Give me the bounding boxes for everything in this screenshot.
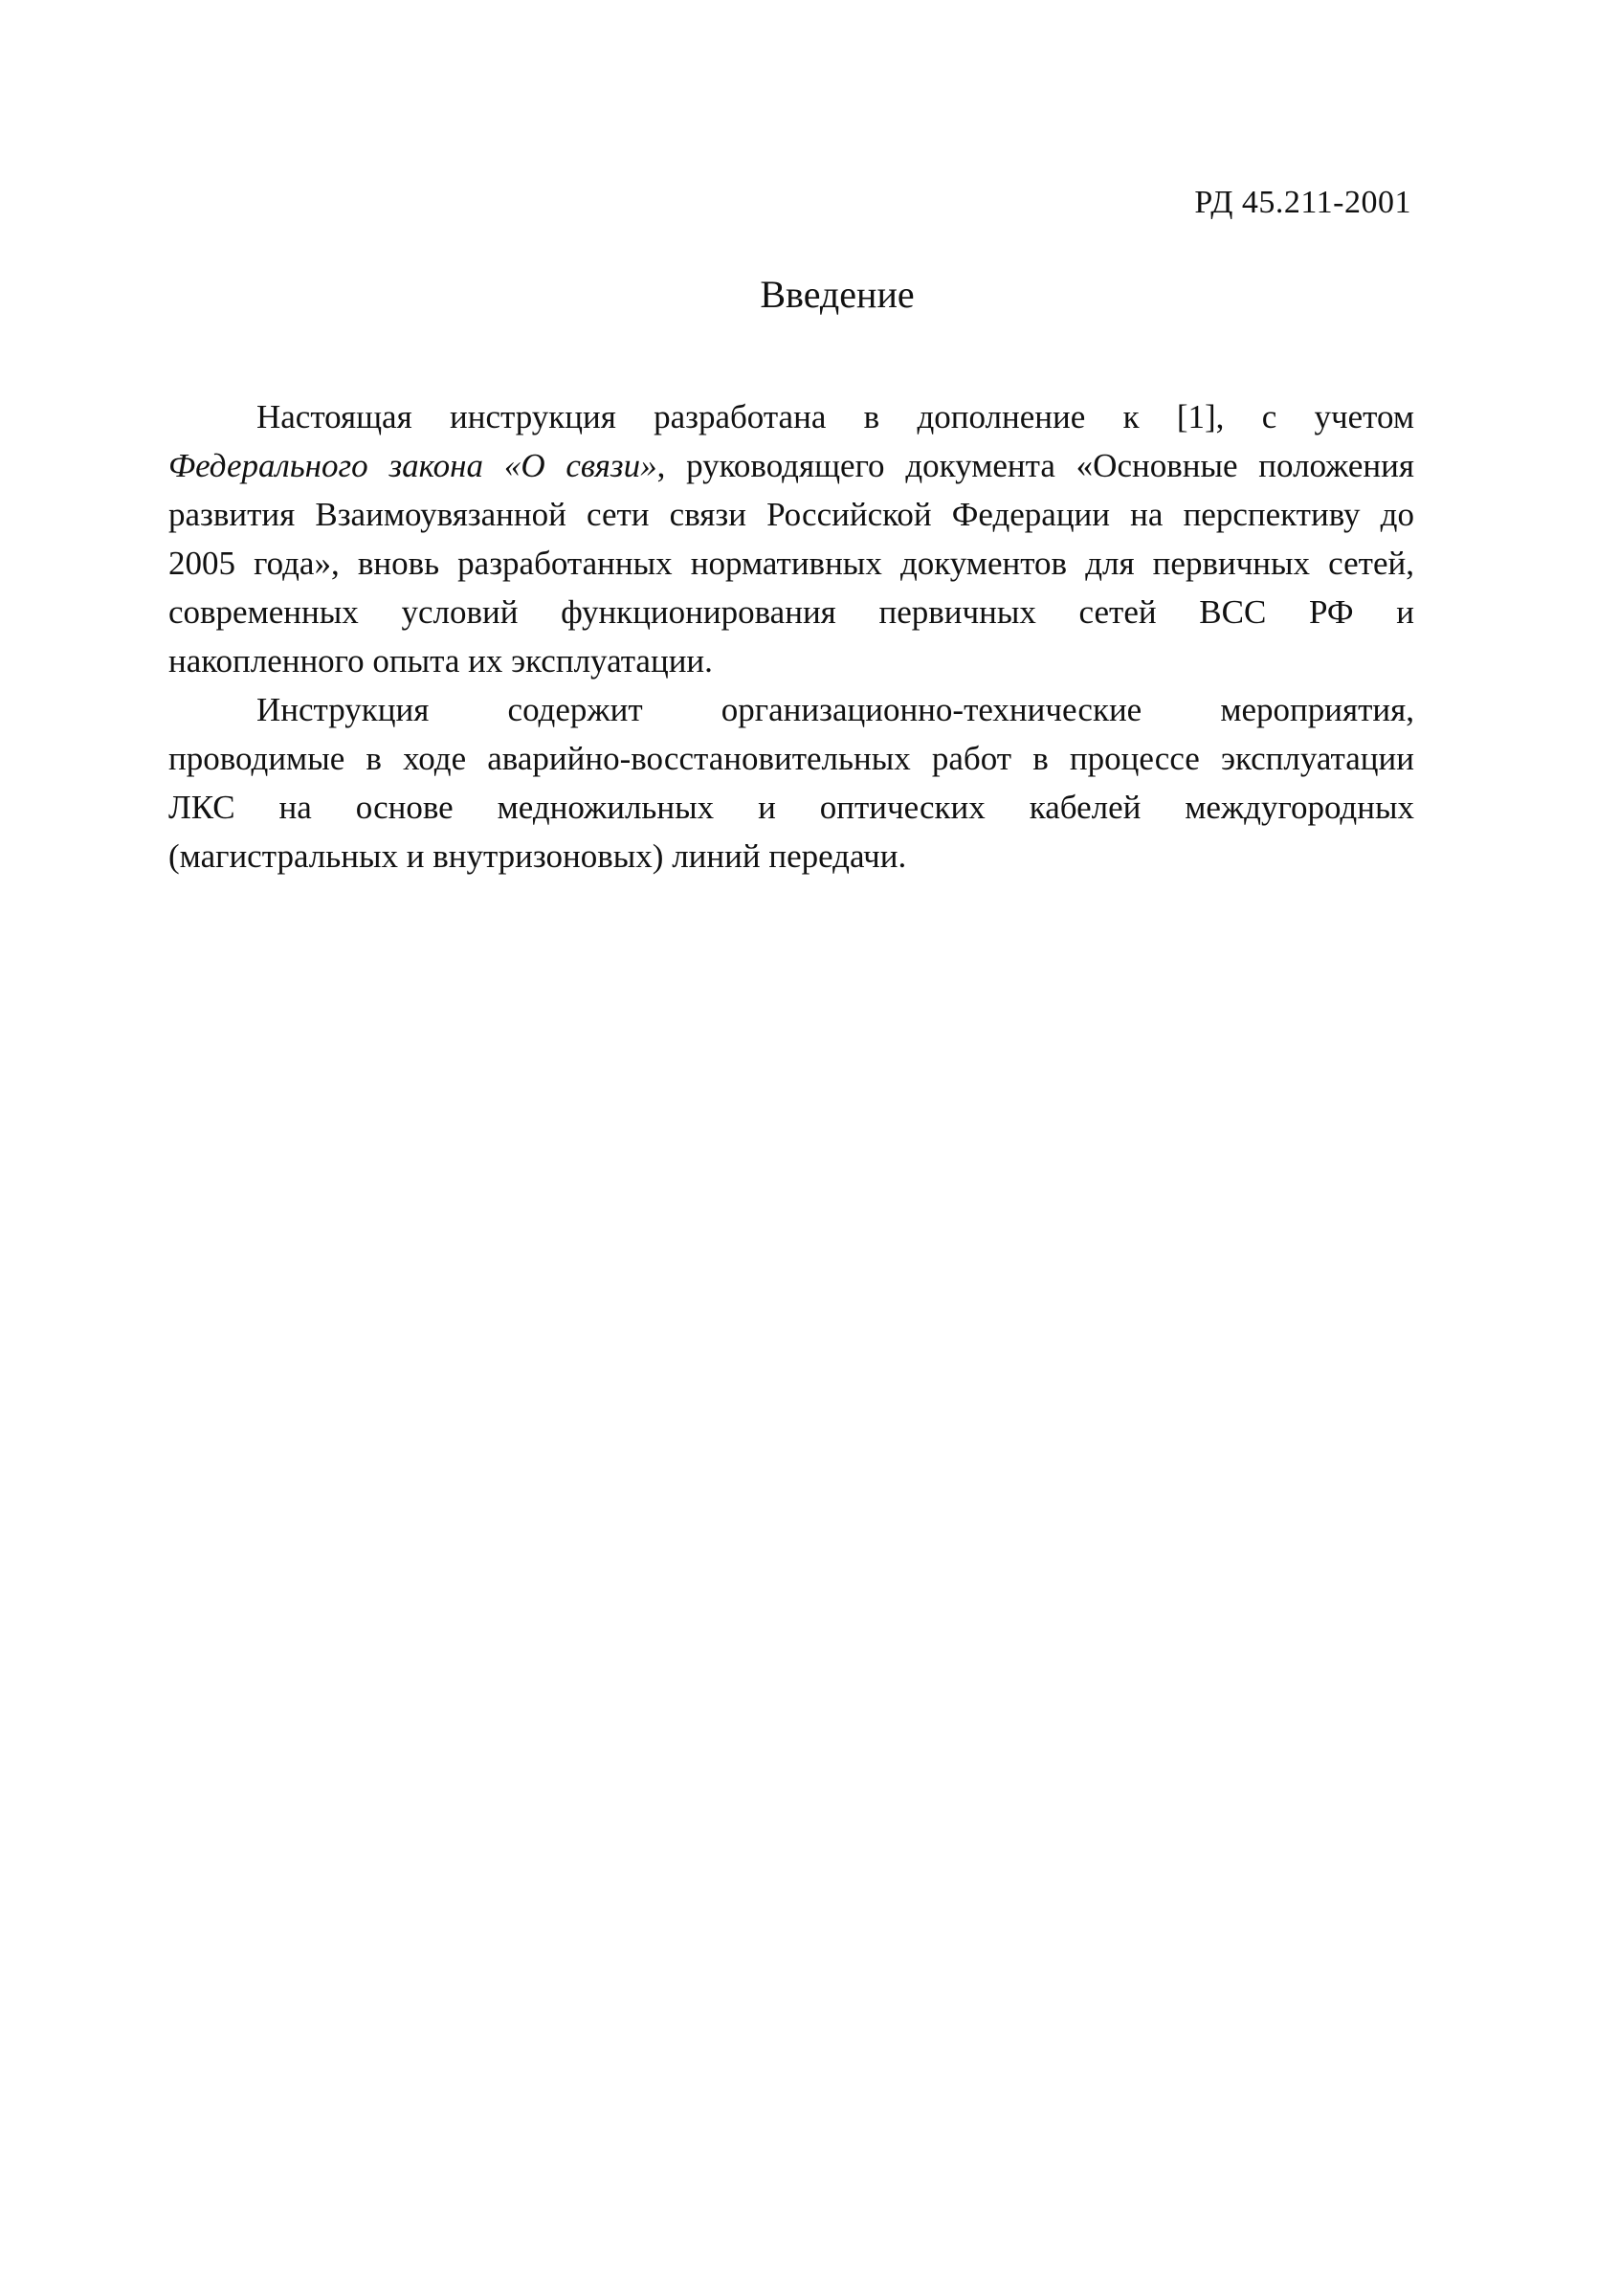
paragraph-line: накопленного опыта их эксплуатации. — [168, 642, 713, 680]
paragraph-scope — [168, 685, 1414, 881]
paragraph-line-rest: , руководящего документа «Основные положения — [656, 447, 1414, 484]
document-body — [168, 392, 1414, 881]
paragraph-intro — [168, 392, 1414, 685]
paragraph-line — [168, 441, 1414, 490]
paragraph-line: 2005 года», вновь разработанных нормативных документов для первичных сетей, — [168, 545, 1414, 582]
paragraph-line: развития Взаимоувязанной сети связи Российской Федерации на перспективу до — [168, 496, 1414, 533]
page-title: Введение — [760, 273, 915, 316]
paragraph-line: (магистральных и внутризоновых) линий передачи. — [168, 837, 907, 875]
document-code: РД 45.211-2001 — [1194, 185, 1411, 220]
paragraph-line: Настоящая инструкция разработана в дополнение к [1], с учетом — [256, 398, 1414, 435]
paragraph-line: современных условий функционирования первичных сетей ВСС РФ и — [168, 593, 1414, 631]
paragraph-line: проводимые в ходе аварийно-восстановительных работ в процессе эксплуатации — [168, 740, 1414, 777]
paragraph-line: Инструкция содержит организационно-технические мероприятия, — [256, 691, 1414, 728]
paragraph-line: ЛКС на основе медножильных и оптических кабелей междугородных — [168, 789, 1414, 826]
law-title-italic: Федерального закона «О связи» — [168, 447, 657, 484]
